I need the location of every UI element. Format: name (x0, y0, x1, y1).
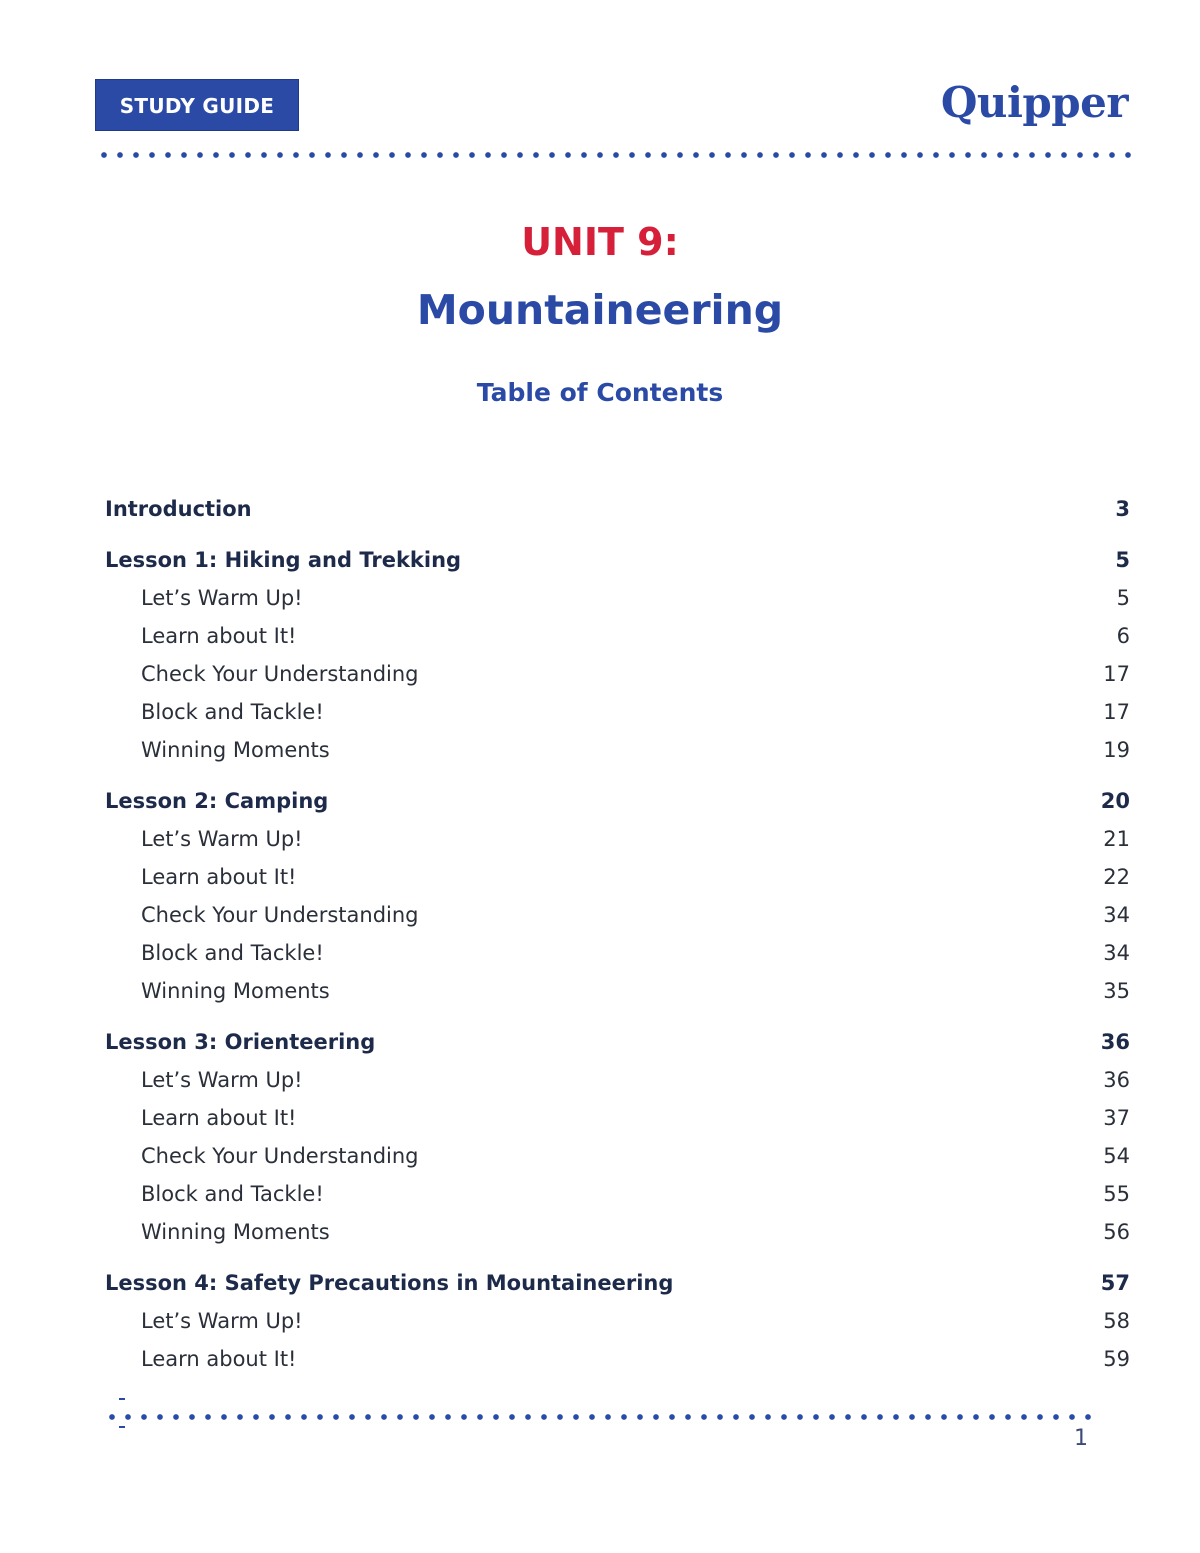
toc-entry-label: Lesson 1: Hiking and Trekking (105, 548, 462, 572)
toc-subentry-label: Let’s Warm Up! (141, 827, 303, 851)
toc-subentry[interactable] (105, 896, 1130, 934)
toc-subentry-page: 37 (1103, 1106, 1130, 1130)
toc-subentry-page: 35 (1103, 979, 1130, 1003)
bottom-dotted-divider (104, 1414, 1094, 1420)
margin-marker (119, 1398, 125, 1400)
toc-subentry[interactable] (105, 655, 1130, 693)
toc-subentry-label: Let’s Warm Up! (141, 586, 303, 610)
toc-subentry-page: 17 (1103, 662, 1130, 686)
toc-subentry[interactable] (105, 731, 1130, 769)
toc-subentry-page: 56 (1103, 1220, 1130, 1244)
toc-subentry-page: 58 (1103, 1309, 1130, 1333)
toc-subentry[interactable] (105, 1340, 1130, 1378)
table-of-contents (105, 490, 1130, 1378)
toc-subentry-page: 55 (1103, 1182, 1130, 1206)
toc-subentry-label: Block and Tackle! (141, 700, 324, 724)
toc-subentry-page: 34 (1103, 941, 1130, 965)
quipper-logo: Quipper (940, 78, 1128, 127)
toc-entry-lesson-3[interactable] (105, 1023, 1130, 1061)
toc-entry-page: 36 (1100, 1030, 1130, 1054)
toc-subentry-label: Block and Tackle! (141, 1182, 324, 1206)
toc-entry-label: Lesson 2: Camping (105, 789, 329, 813)
toc-subentry[interactable] (105, 1061, 1130, 1099)
toc-subentry-page: 34 (1103, 903, 1130, 927)
study-guide-badge: STUDY GUIDE (95, 79, 299, 131)
toc-subentry[interactable] (105, 858, 1130, 896)
toc-subentry-label: Winning Moments (141, 979, 330, 1003)
toc-subentry[interactable] (105, 972, 1130, 1010)
toc-subentry-page: 59 (1103, 1347, 1130, 1371)
toc-subentry-page: 21 (1103, 827, 1130, 851)
toc-subentry[interactable] (105, 820, 1130, 858)
toc-subentry-label: Let’s Warm Up! (141, 1068, 303, 1092)
toc-subentry[interactable] (105, 934, 1130, 972)
toc-entry-page: 3 (1115, 497, 1130, 521)
toc-subentry[interactable] (105, 1137, 1130, 1175)
margin-marker (119, 1426, 125, 1428)
toc-entry-lesson-1[interactable] (105, 541, 1130, 579)
toc-subentry-page: 5 (1116, 586, 1130, 610)
toc-subentry-label: Learn about It! (141, 1106, 297, 1130)
top-dotted-divider (96, 152, 1132, 158)
toc-subentry[interactable] (105, 1302, 1130, 1340)
toc-subentry[interactable] (105, 617, 1130, 655)
toc-heading: Table of Contents (476, 378, 724, 407)
toc-subentry-page: 6 (1116, 624, 1130, 648)
toc-subentry-label: Check Your Understanding (141, 903, 419, 927)
unit-title: UNIT 9: (521, 220, 679, 264)
toc-subentry[interactable] (105, 1099, 1130, 1137)
toc-subentry-label: Check Your Understanding (141, 662, 419, 686)
toc-subentry-page: 19 (1103, 738, 1130, 762)
toc-entry-page: 5 (1115, 548, 1130, 572)
toc-entry-page: 57 (1100, 1271, 1130, 1295)
toc-subentry-label: Learn about It! (141, 865, 297, 889)
toc-subentry-label: Let’s Warm Up! (141, 1309, 303, 1333)
toc-subentry-page: 36 (1103, 1068, 1130, 1092)
toc-entry-introduction[interactable] (105, 490, 1130, 528)
toc-entry-label: Lesson 3: Orienteering (105, 1030, 376, 1054)
toc-subentry[interactable] (105, 579, 1130, 617)
toc-subentry-page: 17 (1103, 700, 1130, 724)
toc-subentry-label: Winning Moments (141, 1220, 330, 1244)
toc-subentry-label: Learn about It! (141, 624, 297, 648)
toc-entry-lesson-4[interactable] (105, 1264, 1130, 1302)
toc-subentry-label: Check Your Understanding (141, 1144, 419, 1168)
toc-entry-page: 20 (1100, 789, 1130, 813)
toc-subentry[interactable] (105, 1175, 1130, 1213)
toc-subentry-label: Learn about It! (141, 1347, 297, 1371)
toc-subentry-page: 22 (1103, 865, 1130, 889)
toc-subentry-page: 54 (1103, 1144, 1130, 1168)
toc-entry-label: Lesson 4: Safety Precautions in Mountaineering (105, 1271, 674, 1295)
toc-subentry[interactable] (105, 1213, 1130, 1251)
toc-entry-lesson-2[interactable] (105, 782, 1130, 820)
toc-entry-label: Introduction (105, 497, 252, 521)
toc-subentry[interactable] (105, 693, 1130, 731)
toc-subentry-label: Block and Tackle! (141, 941, 324, 965)
page-number: 1 (1074, 1426, 1088, 1451)
toc-subentry-label: Winning Moments (141, 738, 330, 762)
unit-subject: Mountaineering (416, 286, 784, 334)
